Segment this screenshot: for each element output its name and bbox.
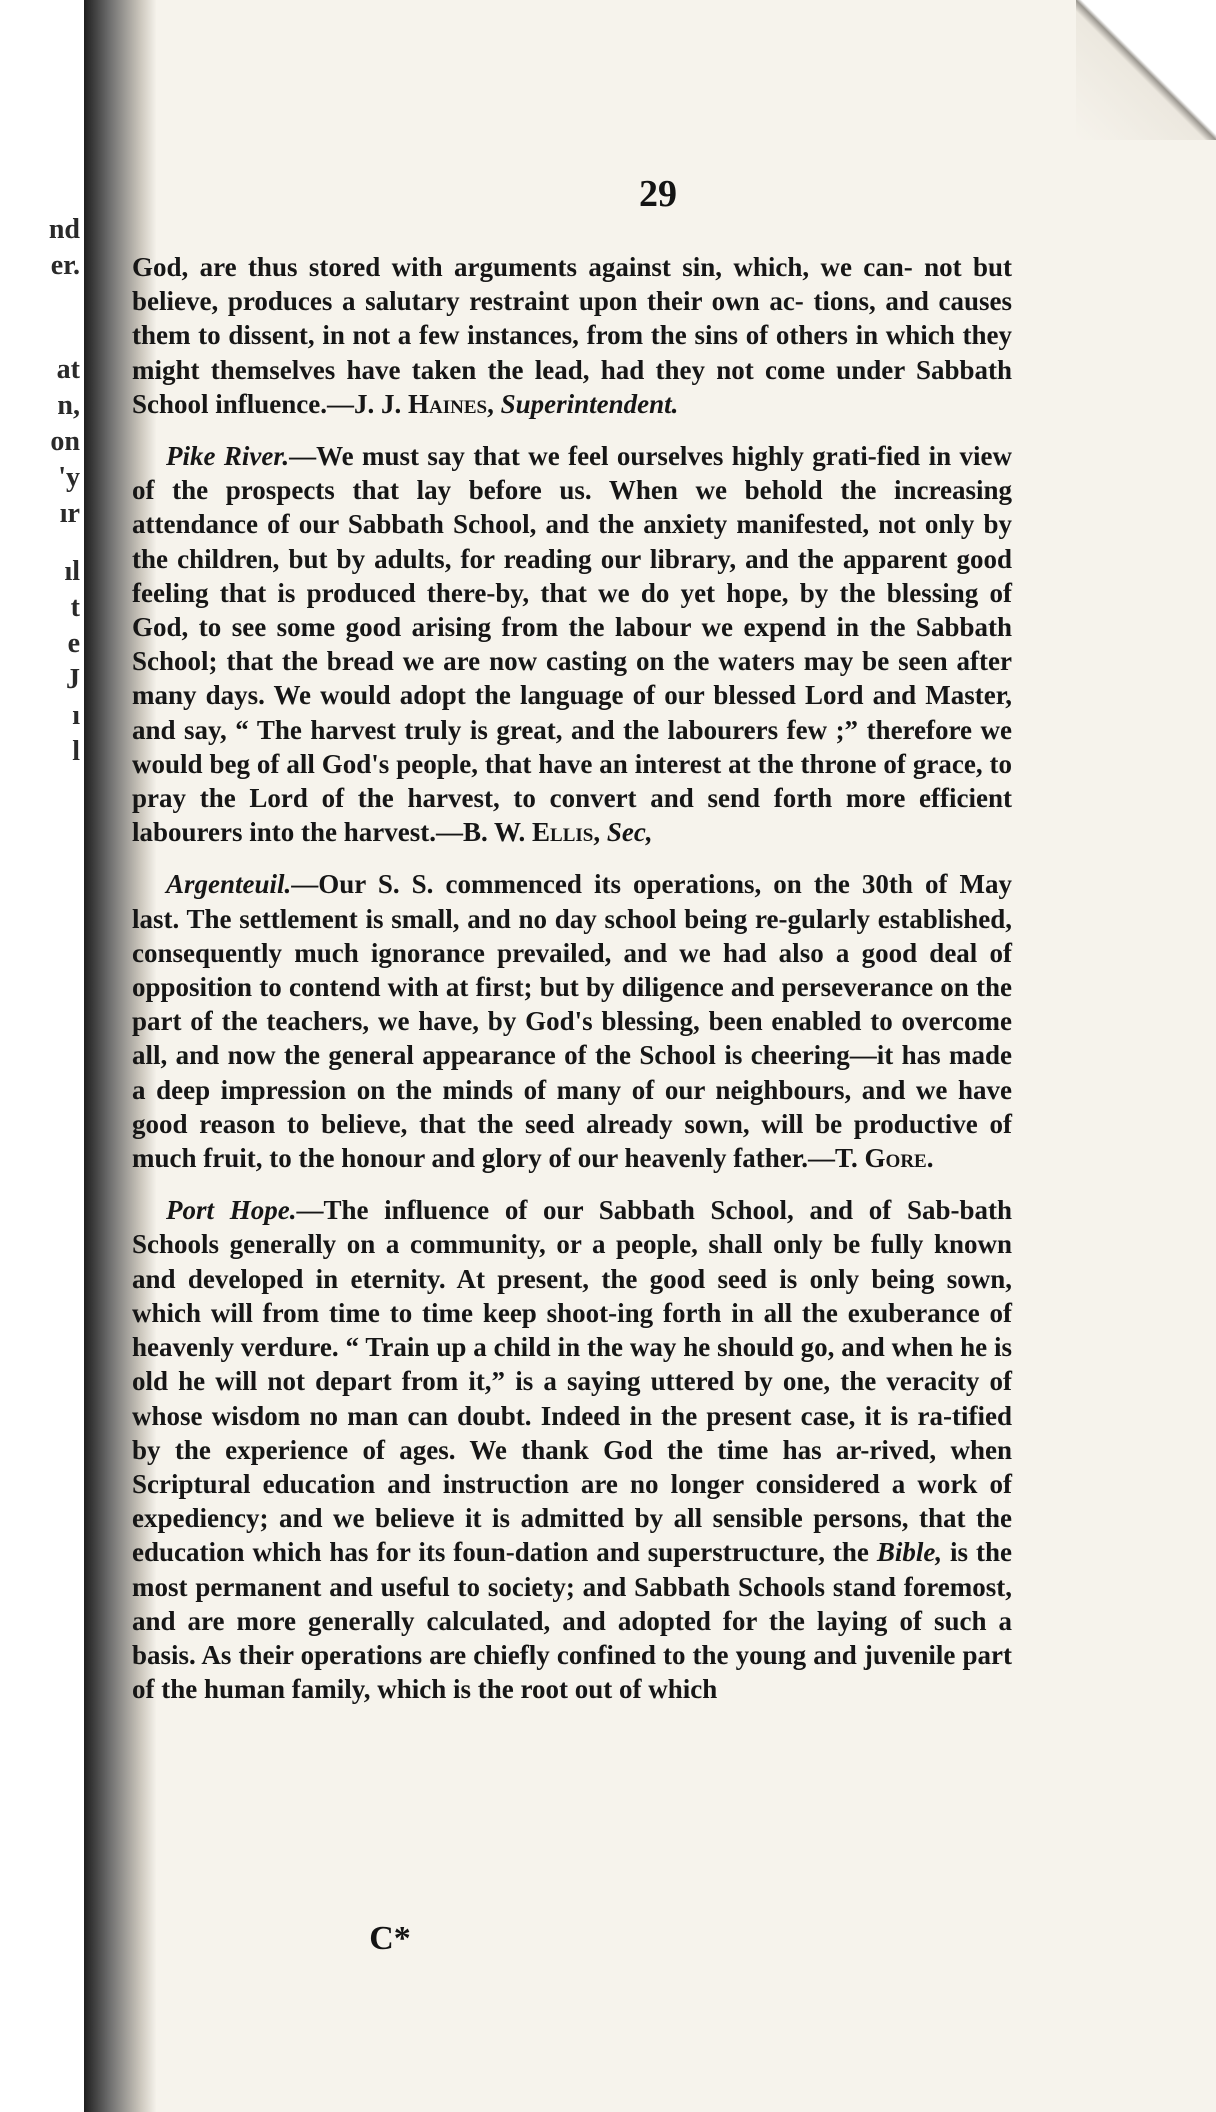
bible-word: Bible, bbox=[876, 1537, 943, 1568]
left-fragment: 'y bbox=[58, 462, 80, 493]
left-fragment: nd bbox=[48, 214, 80, 245]
left-fragment: l bbox=[72, 736, 80, 767]
printer-signature-mark: C* bbox=[369, 1920, 411, 1957]
paragraph-text: —Our S. S. commenced its operations, on the 30th of May last. The settlement is small, and no day school being re-gularly established, consequently much ignorance prevailed, and we had also a good deal of opposition to contend with at first; but by diligence and perseverance on the part of the teachers, we have, by God's blessing, been enabled to overcome all, and now the general appearance of the School is cheering—it has made a deep impression on the minds of many of our neighbours, and we have good reason to believe, that the seed already sown, will be productive of much fruit, to the honour and glory of our heavenly father.—T. bbox=[132, 869, 1012, 1174]
text-line: God, are thus stored with arguments against sin, which, we can- bbox=[132, 252, 913, 282]
left-fragment: ıl bbox=[64, 556, 80, 587]
text-line: lead, had they not come under Sabbath School influence.—J. J. bbox=[132, 354, 1013, 419]
left-fragment: er. bbox=[50, 250, 80, 281]
book-page bbox=[132, 0, 1216, 2112]
page-body bbox=[132, 250, 1012, 1724]
place-heading: Argenteuil. bbox=[166, 869, 292, 900]
place-heading: Pike River. bbox=[166, 441, 290, 472]
signature-title: Superintendent. bbox=[500, 388, 679, 419]
place-heading: Port Hope. bbox=[166, 1195, 297, 1226]
paragraph-pike-river bbox=[132, 439, 1012, 849]
text-line: not but believe, produces a salutary restraint upon their own ac- bbox=[132, 252, 1013, 317]
paragraph-port-hope bbox=[132, 1193, 1012, 1706]
paragraph-haines bbox=[132, 250, 1012, 421]
signature-title: Sec, bbox=[606, 817, 653, 848]
left-fragment: t bbox=[70, 592, 80, 623]
left-fragment: ı bbox=[72, 700, 80, 731]
signature-name: Ellis, bbox=[532, 817, 601, 848]
paragraph-text: is the most permanent and useful to society; and Sabbath Schools stand foremost, and are more generally calculated, and adopted for the laying of such a basis. As their operations are chiefly confined to the young and juvenile part of the human family, which is the root out of which bbox=[132, 1537, 1013, 1705]
left-fragment: e bbox=[67, 628, 80, 659]
left-fragment: ır bbox=[59, 498, 80, 529]
paragraph-text: —We must say that we feel ourselves highly grati-fied in view of the prospects that lay before us. When we behold the increasing attendance of our Sabbath School, and the anxiety manifested, not only by the children, but by adults, for reading our library, and the apparent good feeling that is produced there-by, that we do yet hope, by the blessing of God, to see some good arising from the labour we expend in the Sabbath School; that the bread we are now casting on the waters may be seen after many days. We would adopt the language of our blessed Lord and Master, and say, “ The harvest truly is great, and the labourers few ;” therefore we would beg of all God's people, that have an interest at the throne of grace, to pray the Lord of the harvest, to convert and send forth more efficient labourers into the harvest.—B. W. bbox=[132, 441, 1012, 848]
page-number: 29 bbox=[639, 173, 677, 215]
left-fragment: at bbox=[56, 354, 80, 385]
left-page-text-fragments bbox=[0, 212, 84, 770]
folded-corner bbox=[1076, 0, 1216, 140]
text-line: tions, and causes them to dissent, in not a few instances, from bbox=[132, 286, 1012, 351]
left-fragment: on bbox=[50, 426, 80, 457]
left-fragment: n, bbox=[57, 390, 80, 421]
left-page-edge bbox=[0, 0, 84, 2112]
signature-name: Haines, bbox=[408, 388, 494, 419]
paragraph-argenteuil bbox=[132, 867, 1012, 1175]
left-fragment: J bbox=[66, 664, 80, 695]
text-line: the sins of others in which they might themselves have taken the bbox=[132, 320, 1012, 385]
signature-name: Gore. bbox=[864, 1143, 934, 1174]
paragraph-text: —The influence of our Sabbath School, and of Sab-bath Schools generally on a community, or a people, shall only be fully known and developed in eternity. At present, the good seed is only being sown, which will from time to time keep shoot-ing forth in all the exuberance of heavenly verdure. “ Train up a child in the way he should go, and when he is old he will not depart from it,” is a saying uttered by one, the veracity of whose wisdom no man can doubt. Indeed in the present case, it is ra-tified by the experience of ages. We thank God the time has ar-rived, when Scriptural education and instruction are no longer considered a work of expediency; and we believe it is admitted by all sensible persons, that the education which has for its foun-dation and superstructure, the bbox=[132, 1195, 1012, 1568]
